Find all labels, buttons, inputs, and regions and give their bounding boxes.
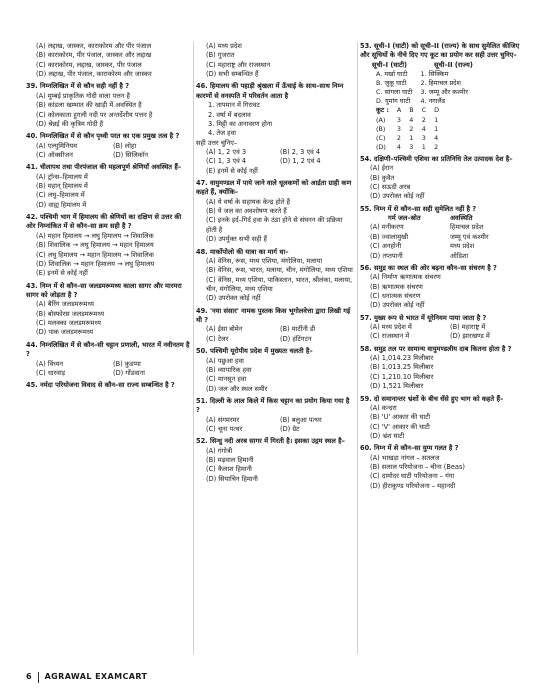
option: (E) इनमें से कोई नहीं — [36, 269, 88, 278]
question-text: 46. हिमालय की पहाड़ी श्रृंखला में ऊँचाई के साथ–साथ निम्न कारणों से वनस्पति में परिवर्तन आता है — [196, 82, 344, 100]
question-text: 55. निम्न में से कौन–सा सही सुमेलित नहीं है ? — [360, 204, 477, 213]
footer-divider — [38, 672, 39, 683]
question-text: 40. निम्नलिखित में से कौन पृथ्वी परत का एक प्रमुख तत्व है ? — [26, 132, 180, 141]
question-text: 41. चीलापथ तथा पीरपंजाल की महत्वपूर्ण श्रेणियाँ अवस्थित हैं– — [26, 163, 182, 172]
table-row: D. युमांग घाटी 4. नगालैंड — [376, 97, 446, 106]
option: (D) जल और स्थल समीर — [206, 384, 268, 393]
question-48 — [196, 248, 354, 304]
option: (D) उपर्युक्त सभी सही हैं — [206, 235, 268, 244]
option: (D) हीराकुण्ड परियोजना – महानदी — [370, 481, 456, 490]
option: (B) 2, 3 एवं 4 — [280, 147, 321, 156]
list-item: 2. वर्षा में बदलाव — [208, 110, 251, 119]
option: (A) एल्युमिनियम — [36, 141, 78, 150]
list-header: अवस्थिति — [450, 214, 473, 223]
option: (A) महान हिमालय → लघु हिमालय → शिवालिक — [36, 231, 154, 240]
list-item: 3. मिट्टी का अनावरण होना — [208, 119, 273, 128]
question-55: 55. निम्न में से कौन–सा सही सुमेलित नहीं है ? गर्म जल–स्रोत अवस्थिति (A) मनीकरण हिमाचल प्रदेश (B) ज्वालामुखी जम्मू एवं कश्मीर (C) अनहोनी मध्य प्रदेश (D) तप्तपानी ओडिशा — [360, 205, 530, 261]
option: (D) चेन्नई की कृत्रिम गोदी है — [36, 119, 104, 128]
question-53 — [360, 42, 530, 152]
option: (B) काराकोरम, पीर पंजाल, जास्कर और लद्दाख — [36, 51, 152, 60]
question-text: 47. वायुमण्डल में पाये जाने वाले धूलकणों को आर्द्रता ग्राही कण कहते हैं, क्योंकि– — [196, 179, 352, 197]
option: (D) वाह्य हिमालय में — [36, 200, 87, 209]
option: (C) धारवाड़ — [36, 368, 66, 377]
option: (B) बलुआ पत्थर — [280, 415, 322, 424]
option: (B) ज्वालामुखी — [370, 232, 409, 241]
option: (C) इनके इर्द–गिर्द हवा के ठंडा होने से संघनन की प्रक्रिया होती है — [206, 216, 343, 234]
question-text: 59. दो समानान्तर भ्रंशों के बीच धँसे हुए भाग को कहते हैं– — [360, 394, 504, 403]
option: (B) लोहा — [113, 141, 137, 150]
question-text: 48. मार्कोपोलो की यात्रा का मार्ग था– — [196, 247, 289, 256]
option: (D) सभी सम्बन्धित हैं — [206, 70, 259, 79]
table-row: A. मर्खा घाटी 1. सिक्किम — [376, 70, 449, 79]
option: (D) ग्रेट — [280, 425, 300, 434]
list-item: 1. तापमान में गिरावट — [208, 101, 260, 110]
page-number: 6 — [26, 672, 32, 682]
list-header: सूची–II (राज्य) — [434, 60, 473, 69]
list-item: 4. तेज हवा — [208, 129, 237, 138]
question-text: 43. निम्न में से कौन–सा जलडमरूमध्य काला सागर और मारमरा सागर को जोड़ता है ? — [26, 281, 182, 299]
list-header: सूची–I (घाटी) — [372, 60, 408, 69]
question-47 — [196, 179, 354, 245]
option: (A) ये वर्षा के सहायक केन्द्र होते हैं — [206, 197, 291, 206]
option: (B) महाराष्ट्र में — [450, 323, 486, 332]
option: (A) विंध्यन — [36, 359, 64, 368]
option: (B) कुवैत — [370, 173, 395, 182]
option: (D) 1, 2 एवं 4 — [280, 157, 321, 166]
option: (C) सऊदी अरब — [370, 183, 411, 191]
table-row: C. सांगला घाटी 3. जम्मू और कश्मीर — [376, 88, 468, 97]
option: (C) टेलर — [206, 334, 229, 343]
prompt: सही उत्तर चुनिए– — [196, 138, 238, 147]
option: (D) लद्दाख, पीर पंजाल, काराकोरम और जास्कर — [36, 70, 152, 79]
question-text: 60. निम्न में से कौन–सा युग्म गलत है ? — [360, 444, 459, 453]
option: (C) कोलकाता हुगली नदी पर अन्तर्देशीय पत्तन है — [36, 110, 153, 119]
option: (A) कन्दरा — [370, 403, 397, 412]
option: (C) 'V' आकार की घाटी — [370, 422, 430, 431]
option: (C) दामोदर घाटी परियोजना – गंगा — [370, 472, 455, 481]
option: (D) शिवालिक → महान हिमालय → लघु हिमालय — [36, 259, 155, 268]
option: (D) 1,521 मिलीबार — [370, 382, 424, 391]
table-row: (A) 3 4 2 1 — [376, 115, 439, 124]
question-text: 51. दिल्ली के लाल किले में किस चट्टान का प्रयोग किया गया है ? — [196, 396, 350, 415]
page-footer — [26, 669, 147, 685]
option: (C) वेनिस, मध्य एशिया, पाकिस्तान, भारत, श्रीलंका, मलाया, चीन, मंगोलिया, मध्य एशिया — [206, 275, 353, 293]
option: (A) पछुआ हवा — [206, 356, 244, 365]
option: (B) कुडप्पा — [113, 359, 141, 368]
option: (B) बोस्फोरस जलडमरूमध्य — [36, 309, 105, 318]
question-text: 49. 'नया संसार' नामक पुस्तक किस भूगोलवेत्ता द्वारा लिखी गई थी ? — [196, 306, 351, 325]
question-38-continued — [26, 42, 190, 79]
table-row: (D) 4 3 1 2 — [376, 142, 439, 151]
option: (B) सलाल परियोजना – चीना (Beas) — [370, 463, 465, 472]
option: (D) हंटिंगटन — [280, 334, 312, 343]
question-54 — [360, 155, 530, 202]
option: (E) इनमें से कोई नहीं — [206, 166, 258, 175]
question-text: 39. निम्नलिखित में से कौन सही नहीं है ? — [26, 82, 130, 91]
table-row: कूट : A B C D — [376, 106, 440, 115]
question-44 — [26, 341, 190, 378]
question-text: 50. पश्चिमी यूरोपीय प्रदेश में मुख्यतः चलती है– — [196, 347, 313, 356]
option: (D) उपरोक्त कोई नहीं — [206, 294, 261, 303]
table-row: (B) 3 2 4 1 — [376, 124, 439, 133]
option: (A) लद्दाख, जास्कर, काराकोरम और पीर पंजाल — [36, 42, 152, 50]
option: (B) 'U' आकार की घाटी — [370, 413, 431, 422]
question-text: 44. निम्नलिखित में से कौन–सी चट्टान प्रणाली, भारत में नवीनतम है ? — [26, 340, 190, 359]
question-text: 53. सूची–I (घाटी) को सूची–II (राज्य) के साथ सुमेलित कीजिए और सूचियों के नीचे दिए गए कूट का प्रयोग कर सही उत्तर चुनिए– — [360, 42, 520, 60]
option: (A) ईरान — [370, 164, 394, 173]
question-text: 52. सिन्धु नदी अरब सागर में गिरती है। इसका उद्गम स्थल है– — [196, 437, 345, 446]
option: (A) मध्य प्रदेश — [206, 42, 242, 50]
option: (A) मुम्बई प्राकृतिक गोदी वाला पत्तन है — [36, 91, 131, 100]
option: (A) 1,014.23 मिलीबार — [370, 354, 434, 363]
option: (C) 1,210.10 मिलीबार — [370, 372, 434, 381]
option: (C) ऑक्सीजन — [36, 150, 73, 159]
option: (B) 1,013.25 मिलीबार — [370, 363, 434, 372]
question-51 — [196, 397, 354, 434]
option: (D) झारखण्ड में — [450, 332, 490, 341]
question-59 — [360, 395, 530, 442]
option: (C) लघु–हिमालय में — [36, 191, 85, 200]
option: (A) बैरिंग जलडमरूमध्य — [36, 300, 94, 309]
question-52 — [196, 437, 354, 484]
option: (B) महान् हिमालय में — [36, 182, 88, 191]
option: (D) तप्तपानी — [370, 251, 403, 260]
option: (A) ईसा बोमेन — [206, 325, 243, 334]
table-row: B. जुकू घाटी 2. हिमाचल प्रदेश — [376, 79, 461, 88]
question-40 — [26, 132, 190, 160]
option: (C) कैलाश हिमानी — [206, 465, 252, 474]
question-43 — [26, 282, 190, 338]
option: (C) राजस्थान में — [370, 332, 410, 341]
option: (D) सिलिकॉन — [113, 150, 149, 159]
question-text: 56. समुद्र का स्थल की ओर बढ़ना कौन–सा संचरण है ? — [360, 263, 497, 272]
option: (D) भ्रंश घाटी — [370, 431, 405, 440]
column-divider — [357, 42, 358, 654]
column-2 — [196, 42, 354, 654]
question-49 — [196, 307, 354, 344]
option: (D) उपरोक्त कोई नहीं — [370, 192, 425, 201]
question-text: 57. मुख्य रूप से भारत में यूरेनियम पाया जाता है ? — [360, 313, 487, 322]
question-45 — [26, 381, 190, 390]
column-1 — [26, 42, 190, 654]
option: (D) गोंडवाना — [113, 368, 146, 377]
option: (C) काराकोरम, लद्दाख, जास्कर, पीर पंजाल — [36, 60, 142, 69]
option: (C) मानसून हवा — [206, 375, 247, 384]
question-46 — [196, 82, 354, 176]
option: (C) 1, 3 एवं 4 — [206, 157, 247, 166]
question-57 — [360, 314, 530, 342]
question-text: 58. समुद्र तल पर सामान्य वायुमण्डलीय दाब कितना होता है ? — [360, 344, 512, 353]
option: (B) ये जल का अवशोषण करते हैं — [206, 207, 287, 216]
option: (B) वेनिस, रूस, भारत, मलाया, चीन, मंगोलिया, मध्य एशिया — [206, 266, 353, 275]
option: (A) वेनिस, रूस, मध्य एशिया, मंगोलिया, मलाया — [206, 256, 323, 265]
option: (A) गंगोत्री — [206, 446, 233, 455]
brand-logo: AGRAWAL EXAMCART — [44, 672, 148, 682]
list-header: गर्म जल–स्रोत — [388, 214, 421, 223]
question-text: 54. दक्षिणी–पश्चिमी एशिया का प्रतिनिधि तेल उत्पादक देश है– — [360, 154, 513, 163]
option: (B) व्यापारिक हवा — [206, 365, 252, 374]
question-text: 45. नर्मदा परियोजना विवाद से कौन–सा राज्य सम्बन्धित है ? — [26, 381, 175, 390]
question-58 — [360, 345, 530, 392]
question-50 — [196, 347, 354, 394]
question-39 — [26, 82, 190, 129]
option: (A) निर्माण ऋणात्मक संचरण — [370, 273, 441, 282]
table-row: (C) 2 1 3 4 — [376, 133, 439, 142]
column-3 — [360, 42, 530, 654]
question-42 — [26, 213, 190, 279]
option: (B) शिवालिक → लघु हिमालय → महान हिमालय — [36, 241, 154, 250]
option: (C) लघु हिमालय → महान हिमालय → शिवालिक — [36, 250, 154, 259]
option: (D) पाक जलडमरूमध्य — [36, 328, 94, 337]
question-text: 42. पश्चिमी भाग में हिमालय की श्रेणियों का दक्षिण से उत्तर की ओर निम्नांकित में से कौन–सा क्रम सही है ? — [26, 213, 182, 231]
match-table — [372, 70, 472, 106]
option: (C) चूना पत्थर — [206, 425, 243, 434]
option: (C) धनात्मक संचरण — [370, 291, 421, 300]
option: (A) भाखड़ा नांगल – सतलज — [370, 453, 440, 462]
question-56 — [360, 264, 530, 311]
option: (B) कांडला खम्भात की खाड़ी में अवस्थित है — [36, 101, 142, 110]
code-table — [372, 106, 443, 151]
option: (A) मध्य प्रदेश में — [370, 323, 412, 332]
option: (A) संगमरमर — [206, 415, 240, 424]
question-60 — [360, 444, 530, 491]
column-divider — [193, 42, 194, 654]
option: (B) गुजरात — [206, 51, 235, 60]
option: (B) ऋणात्मक संचरण — [370, 282, 423, 291]
option: (C) मलक्का जलडमरूमध्य — [36, 319, 101, 328]
option: (A) ट्रॉन्स–हिमालय में — [36, 172, 88, 181]
option: (C) महाराष्ट्र और राजस्थान — [206, 60, 271, 69]
option: (D) उपरोक्त कोई नहीं — [370, 301, 425, 310]
option: (B) मढ़वाल हिमानी — [206, 456, 254, 465]
question-41 — [26, 163, 190, 210]
option: (D) सियाचिन हिमानी — [206, 474, 258, 483]
option: (A) 1, 2 एवं 3 — [206, 147, 247, 156]
option: (B) मार्टीनी डी — [280, 325, 316, 334]
question-45-continued — [196, 42, 354, 79]
option: (A) मनीकरण — [370, 223, 404, 232]
option: (C) अनहोनी — [370, 242, 402, 251]
